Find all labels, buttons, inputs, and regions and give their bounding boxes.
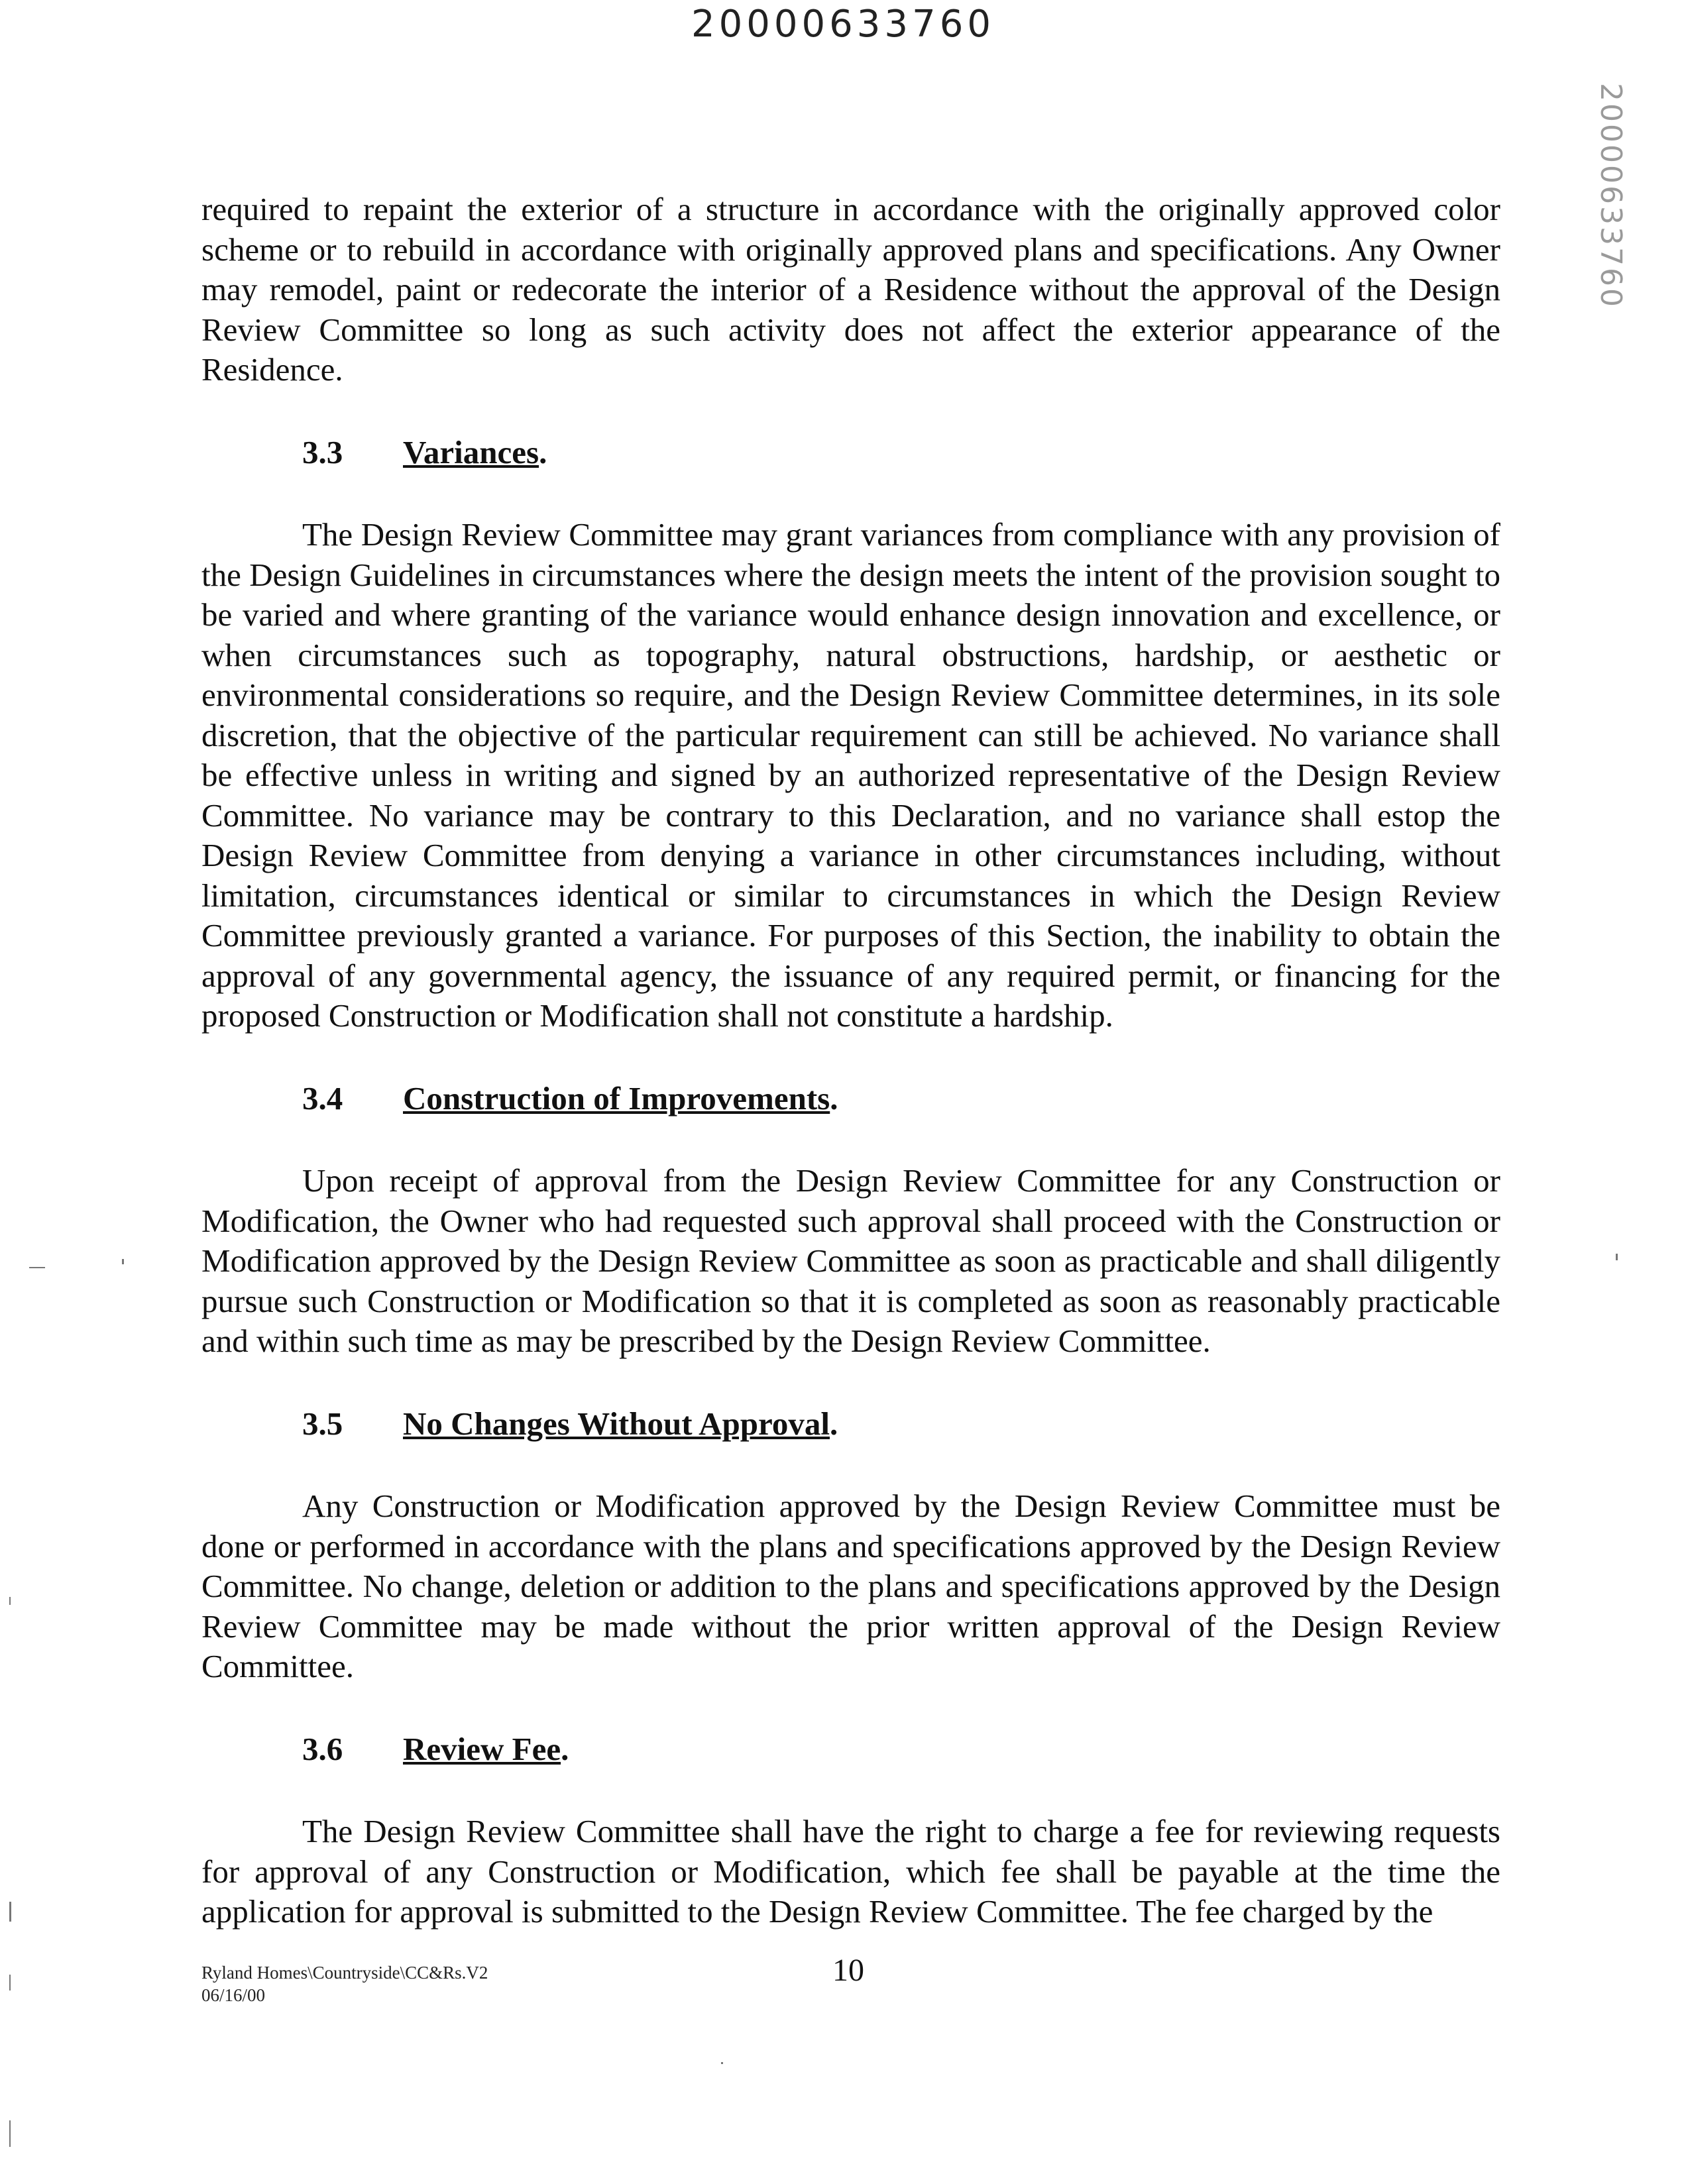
section-heading-3-5: 3.5 No Changes Without Approval. (302, 1404, 1500, 1445)
scan-speck (122, 1259, 124, 1264)
paragraph-continuation: required to repaint the exterior of a structure in accordance with the originally approved color scheme or to rebuild in accordance with originally approved plans and specifications. Any Owner may remodel, paint or redecorate the interior of a Residence without the approval of the Design Review Committee so long as such activity does not affect the exterior appearance of the Residence. (201, 191, 1500, 388)
section-heading-3-4: 3.4 Construction of Improvements. (302, 1079, 1500, 1119)
page-number: 10 (832, 1953, 864, 1988)
scan-speck (721, 2062, 723, 2064)
section-number: 3.3 (302, 433, 343, 470)
section-title: Review Fee (403, 1730, 561, 1767)
footer-file-info (201, 1961, 488, 2006)
scan-speck (9, 1597, 11, 1605)
section-number: 3.5 (302, 1405, 343, 1442)
section-heading-3-3: 3.3 Variances. (302, 433, 1500, 473)
section-heading-3-6: 3.6 Review Fee. (302, 1729, 1500, 1770)
scan-speck (9, 2120, 11, 2147)
document-body (201, 190, 1500, 1932)
section-title: Construction of Improvements (403, 1079, 830, 1117)
paragraph-variances: The Design Review Committee may grant variances from compliance with any provision of the Design Guidelines in circumstances where the design meets the intent of the provision sought to be varied and where granting of the variance would enhance design innovation and excellence, or when circumstances such as topography, natural obstructions, hardship, or aesthetic or environmental considerations so require, and the Design Review Committee determines, in its sole discretion, that the objective of the particular requirement can still be achieved. No variance shall be effective unless in writing and signed by an authorized representative of the Design Review Committee. No variance may be contrary to this Declaration, and no variance shall estop the Design Review Committee from denying a variance in other circumstances including, without limitation, circumstances identical or similar to circumstances in which the Design Review Committee previously granted a variance. For purposes of this Section, the inability to obtain the approval of any governmental agency, the issuance of any required permit, or financing for the proposed Construction or Modification shall not constitute a hardship. (201, 516, 1500, 1034)
section-number: 3.4 (302, 1079, 343, 1117)
scan-speck (1616, 1254, 1618, 1260)
side-stamp-text: 20000633760 (1593, 82, 1628, 309)
section-title: Variances (403, 433, 539, 470)
scan-speck (9, 1902, 11, 1922)
footer-path: Ryland Homes\Countryside\CC&Rs.V2 (201, 1963, 488, 1983)
side-stamp (1587, 82, 1634, 309)
section-number: 3.6 (302, 1730, 343, 1767)
footer-date: 06/16/00 (201, 1985, 266, 2005)
paragraph-no-changes: Any Construction or Modification approved by the Design Review Committee must be done or performed in accordance with the plans and specifications approved by the Design Review Committee. No change, deletion or addition to the plans and specifications approved by the Design Review Committee may be made without the prior written approval of the Design Review Committee. (201, 1488, 1500, 1684)
paragraph-construction: Upon receipt of approval from the Design Review Committee for any Construction or Modification, the Owner who had requested such approval shall proceed with the Construction or Modification approved by the Design Review Committee as soon as practicable and shall diligently pursue such Construction or Modification so that it is completed as soon as reasonably practicable and within such time as may be prescribed by the Design Review Committee. (201, 1162, 1500, 1359)
scan-speck (29, 1267, 45, 1268)
section-title: No Changes Without Approval (403, 1405, 830, 1442)
document-number: 20000633760 (691, 3, 995, 46)
scan-speck (9, 1975, 11, 1991)
paragraph-review-fee: The Design Review Committee shall have the right to charge a fee for reviewing requests for approval of any Construction or Modification, which fee shall be payable at the time the application for approval is submitted to the Design Review Committee. The fee charged by the (201, 1813, 1500, 1930)
